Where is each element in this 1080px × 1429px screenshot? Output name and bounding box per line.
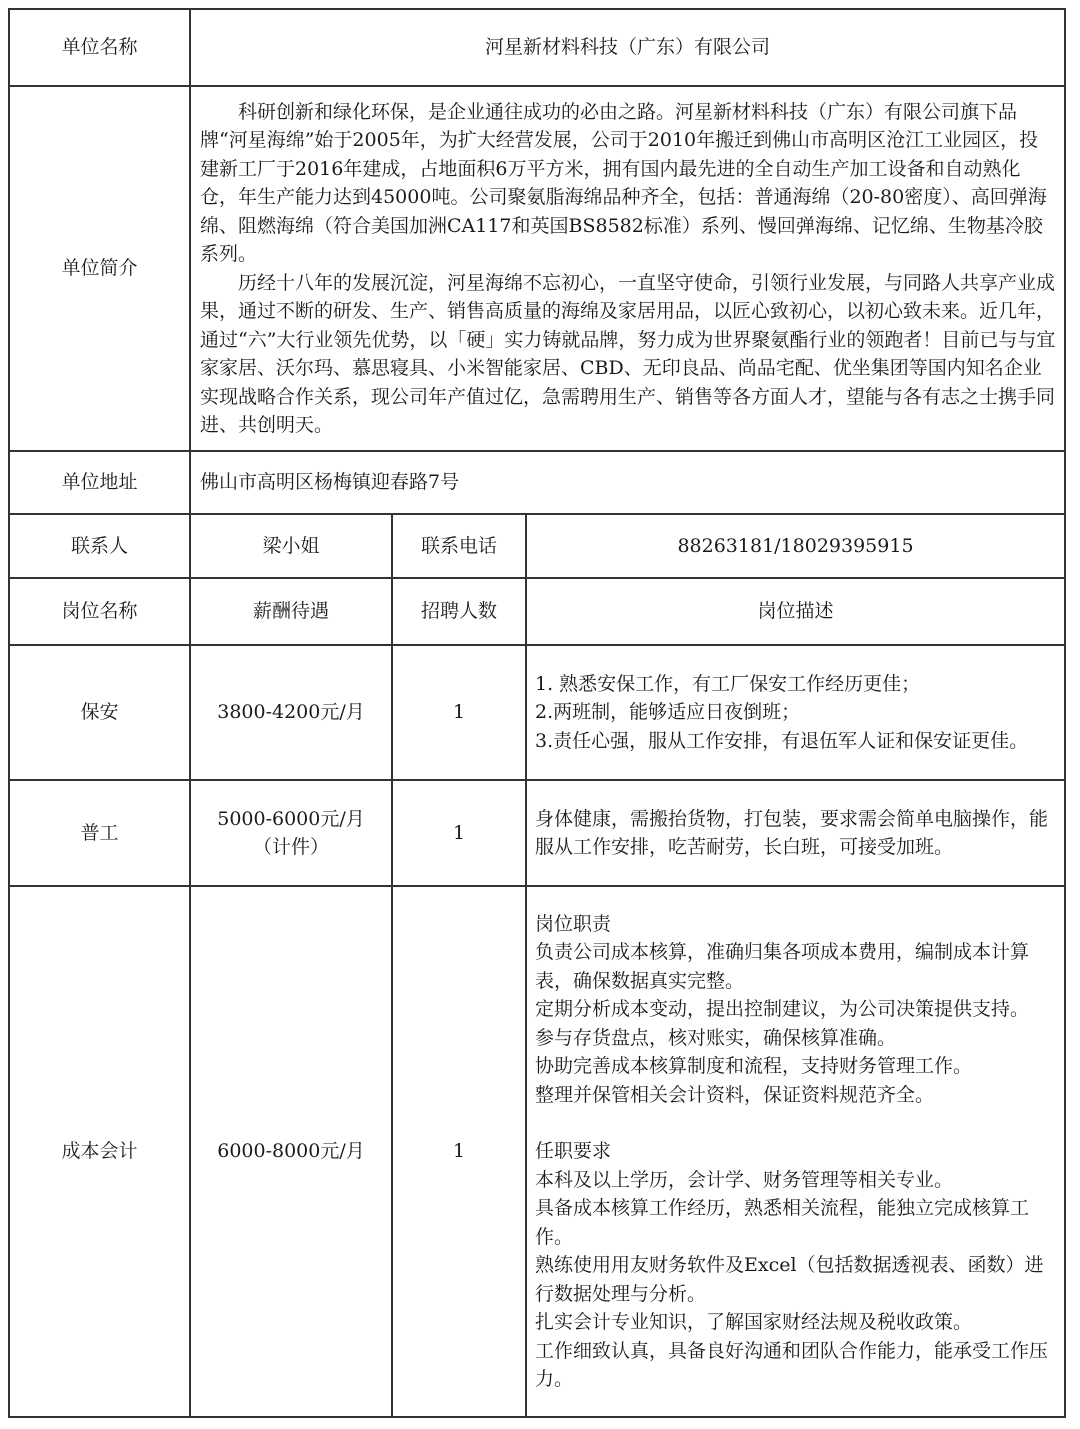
header-salary: 薪酬待遇 [190,578,392,645]
job-count: 1 [392,886,526,1417]
requirements-title: 任职要求 [535,1140,612,1162]
job-salary-value: 6000-8000元/月 [217,1140,365,1163]
company-name-label: 单位名称 [9,9,190,86]
header-job-title: 岗位名称 [9,578,190,645]
job-title: 成本会计 [9,886,190,1417]
duty-item: 负责公司成本核算，准确归集各项成本费用，编制成本计算表，确保数据真实完整。 [535,941,1030,992]
recruitment-table [8,8,1066,1418]
address-label: 单位地址 [9,451,190,514]
company-address: 佛山市高明区杨梅镇迎春路7号 [190,451,1065,514]
job-salary [190,886,392,1417]
job-row [9,780,1065,886]
intro-paragraph-1: 科研创新和绿化环保，是企业通往成功的必由之路。河星新材料科技（广东）有限公司旗下品牌“河星海绵”始于2005年，为扩大经营发展，公司于2010年搬迁到佛山市高明区沧江工业园区，投建新工厂于2016年建成，占地面积6万平方米，拥有国内最先进的全自动生产加工设备和自动熟化仓，年生产能力达到45000吨。公司聚氨脂海绵品种齐全，包括：普通海绵（20-80密度）、高回弹海绵、阻燃海绵（符合美国加洲CA117和英国BS8582标准）系列、慢回弹海绵、记忆绵、生物基冷胶系列。 [200,100,1047,265]
job-row [9,886,1065,1417]
duty-item: 参与存货盘点，核对账实，确保核算准确。 [535,1026,897,1049]
company-intro-label: 单位简介 [9,86,190,451]
requirement-item: 工作细致认真，具备良好沟通和团队合作能力，能承受工作压力。 [535,1339,1049,1390]
job-description-line: 身体健康，需搬抬货物，打包装，要求需会简单电脑操作，能服从工作安排，吃苦耐劳，长白班，可接受加班。 [535,807,1049,858]
company-name: 河星新材料科技（广东）有限公司 [190,9,1065,86]
contact-row [9,514,1065,578]
job-salary [190,780,392,886]
requirement-item: 本科及以上学历，会计学、财务管理等相关专业。 [535,1168,954,1191]
job-salary-value: 3800-4200元/月 [217,701,365,724]
job-description [526,780,1065,886]
duties-title: 岗位职责 [535,912,612,935]
job-count: 1 [392,780,526,886]
header-count: 招聘人数 [392,578,526,645]
requirement-item: 扎实会计专业知识，了解国家财经法规及税收政策。 [535,1311,973,1333]
contact-phone: 88263181/18029395915 [526,514,1065,578]
job-description [526,886,1065,1417]
address-row [9,451,1065,514]
requirement-item: 具备成本核算工作经历，熟悉相关流程，能独立完成核算工作。 [535,1197,1030,1248]
company-intro-row [9,86,1065,451]
requirement-item: 熟练使用用友财务软件及Excel（包括数据透视表、函数）进行数据处理与分析。 [535,1254,1044,1305]
duty-item: 协助完善成本核算制度和流程，支持财务管理工作。 [535,1055,973,1077]
job-salary-value: 5000-6000元/月 [217,807,365,830]
job-count: 1 [392,645,526,780]
job-description [526,645,1065,780]
jobs-header-row [9,578,1065,645]
intro-paragraph-2: 历经十八年的发展沉淀，河星海绵不忘初心，一直坚守使命，引领行业发展，与同路人共享产业成果，通过不断的研发、生产、销售高质量的海绵及家居用品，以匠心致初心，以初心致未来。近几年，通过“六”大行业领先优势，以「硬」实力铸就品牌，努力成为世界聚氨酯行业的领跑者！目前已与与宜家家居、沃尔玛、慕思寝具、小米智能家居、CBD、无印良品、尚品宅配、优坐集团等国内知名企业实现战略合作关系，现公司年产值过亿，急需聘用生产、销售等各方面人才，望能与各有志之士携手同进、共创明天。 [200,271,1056,436]
duty-item: 定期分析成本变动，提出控制建议，为公司决策提供支持。 [535,998,1030,1020]
job-description-line: 3.责任心强，服从工作安排，有退伍军人证和保安证更佳。 [535,729,1029,752]
job-description-line: 1. 熟悉安保工作，有工厂保安工作经历更佳； [535,672,921,695]
phone-label: 联系电话 [392,514,526,578]
company-intro [190,86,1065,451]
job-description-line: 2.两班制，能够适应日夜倒班； [535,701,801,724]
job-row [9,645,1065,780]
job-salary-note: （计件） [252,836,329,858]
duty-item: 整理并保管相关会计资料，保证资料规范齐全。 [535,1083,935,1106]
contact-person: 梁小姐 [190,514,392,578]
job-salary [190,645,392,780]
job-title: 保安 [9,645,190,780]
job-title: 普工 [9,780,190,886]
section-spacer [535,1109,1056,1137]
contact-label: 联系人 [9,514,190,578]
header-description: 岗位描述 [526,578,1065,645]
company-name-row [9,9,1065,86]
